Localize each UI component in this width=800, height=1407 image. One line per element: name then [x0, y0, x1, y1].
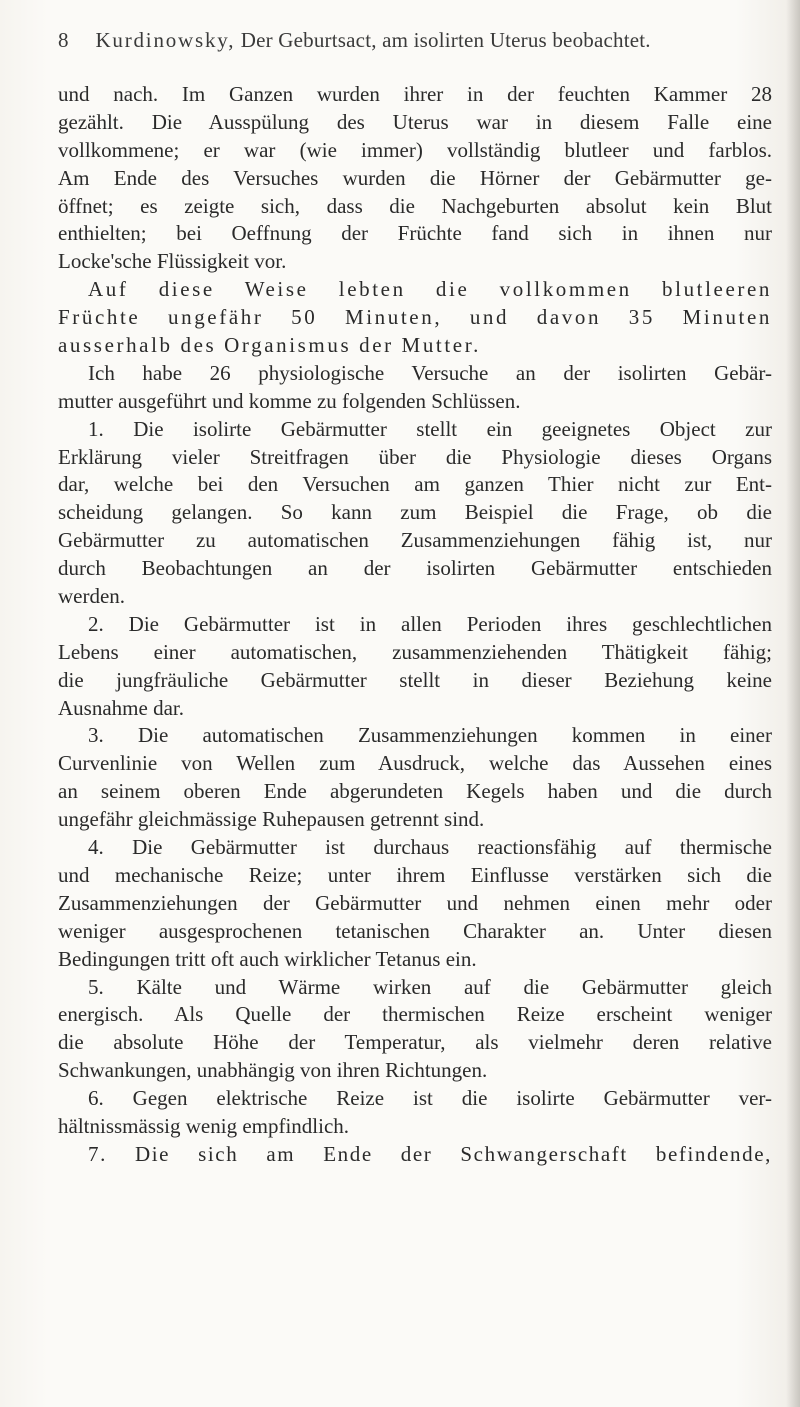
text-line: Gebärmutter zu automatischen Zusammenziehungen fähig ist, nur — [58, 528, 772, 553]
text-line: 2. Die Gebärmutter ist in allen Perioden ihres geschlechtlichen — [88, 611, 772, 636]
text-line: Locke'sche Flüssigkeit vor. — [58, 249, 287, 274]
text-line: Schwankungen, unabhängig von ihren Richtungen. — [58, 1058, 488, 1083]
text-line: weniger ausgesprochenen tetanischen Charakter an. Unter diesen — [58, 918, 772, 943]
text-line: Ausnahme dar. — [58, 695, 184, 720]
header-title: Der Geburtsact, am isolirten Uterus beobachtet. — [240, 28, 651, 52]
text-line: vollkommene; er war (wie immer) vollständig blutleer und farblos. — [58, 137, 772, 162]
text-line: mutter ausgeführt und komme zu folgenden Schlüssen. — [58, 388, 521, 413]
text-line: 3. Die automatischen Zusammenziehungen kommen in einer — [88, 723, 772, 748]
text-line: energisch. Als Quelle der thermischen Reize erscheint weniger — [58, 1002, 772, 1027]
text-line-emphasis: Früchte ungefähr 50 Minuten, und davon 35 Minuten — [58, 305, 772, 330]
body-text — [58, 81, 772, 1169]
text-line: und nach. Im Ganzen wurden ihrer in der feuchten Kammer 28 — [58, 82, 772, 106]
text-line: 4. Die Gebärmutter ist durchaus reactionsfähig auf thermische — [88, 835, 772, 860]
text-line: Bedingungen tritt oft auch wirklicher Tetanus ein. — [58, 946, 477, 971]
text-line: werden. — [58, 584, 126, 609]
text-line: Erklärung vieler Streitfragen über die Physiologie dieses Organs — [58, 444, 772, 469]
text-line: und mechanische Reize; unter ihrem Einflusse verstärken sich die — [58, 862, 772, 887]
text-line-emphasis: Auf diese Weise lebten die vollkommen blutleeren — [88, 277, 772, 302]
text-line: 5. Kälte und Wärme wirken auf die Gebärmutter gleich — [88, 974, 772, 999]
text-line: die jungfräuliche Gebärmutter stellt in dieser Beziehung keine — [58, 667, 772, 692]
page-number: 8 — [58, 28, 69, 52]
text-line: durch Beobachtungen an der isolirten Gebärmutter entschieden — [58, 556, 772, 581]
text-line: enthielten; bei Oeffnung der Früchte fand sich in ihnen nur — [58, 221, 772, 246]
text-line: die absolute Höhe der Temperatur, als vielmehr deren relative — [58, 1030, 772, 1055]
text-line: ungefähr gleichmässige Ruhepausen getrennt sind. — [58, 807, 485, 832]
text-line: Am Ende des Versuches wurden die Hörner der Gebärmutter ge- — [58, 165, 772, 190]
text-line: Curvenlinie von Wellen zum Ausdruck, welche das Aussehen eines — [58, 751, 772, 776]
running-header — [58, 28, 788, 53]
text-line: scheidung gelangen. So kann zum Beispiel die Frage, ob die — [58, 500, 772, 525]
text-line: Zusammenziehungen der Gebärmutter und nehmen einen mehr oder — [58, 890, 772, 915]
text-line: hältnissmässig wenig empfindlich. — [58, 1113, 350, 1138]
page-edge-shadow — [786, 0, 800, 1407]
text-line: öffnet; es zeigte sich, dass die Nachgeburten absolut kein Blut — [58, 193, 772, 218]
text-line: 6. Gegen elektrische Reize ist die isolirte Gebärmutter ver- — [88, 1086, 772, 1111]
text-line: Ich habe 26 physiologische Versuche an der isolirten Gebär- — [88, 360, 772, 385]
text-line: Lebens einer automatischen, zusammenziehenden Thätigkeit fähig; — [58, 639, 772, 664]
header-author: Kurdinowsky, — [95, 28, 236, 52]
text-line: an seinem oberen Ende abgerundeten Kegels haben und die durch — [58, 779, 772, 804]
text-line-emphasis: ausserhalb des Organismus der Mutter. — [58, 333, 482, 358]
text-line: 1. Die isolirte Gebärmutter stellt ein geeignetes Object zur — [88, 416, 772, 441]
text-line: gezählt. Die Ausspülung des Uterus war in diesem Falle eine — [58, 109, 772, 134]
text-line-emphasis: 7. Die sich am Ende der Schwangerschaft befindende, — [88, 1141, 772, 1166]
text-line: dar, welche bei den Versuchen am ganzen Thier nicht zur Ent- — [58, 472, 772, 497]
